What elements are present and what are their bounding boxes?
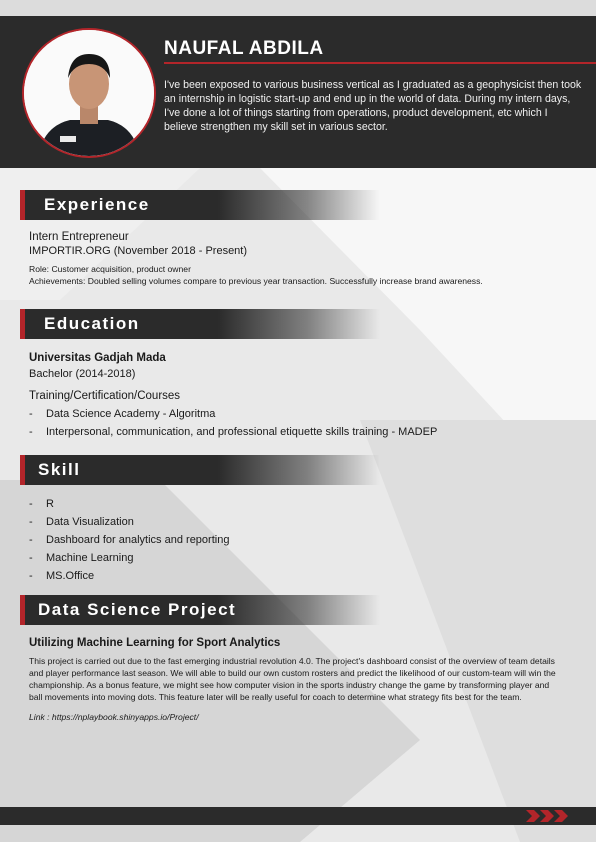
header-top-strip — [0, 0, 596, 16]
skill-list — [29, 495, 579, 585]
section-header-skill — [20, 455, 380, 485]
job-title: Intern Entrepreneur — [29, 231, 129, 243]
degree: Bachelor (2014-2018) — [29, 368, 136, 380]
job-achievements: Achievements: Doubled selling volumes compare to previous year transaction. Successfully increase brand awareness. — [29, 276, 483, 286]
summary-paragraph: I've been exposed to various business vertical as I graduated as a geophysicist then took an internship in logistic start-up and end up in the world of data. During my intern days, I've done a lot of things starting from operations, product development, etc which I believe strengthen my skill set in various sector. — [164, 79, 582, 133]
training-heading: Training/Certification/Courses — [29, 390, 181, 402]
list-item: - Data Visualization — [29, 516, 134, 528]
project-content — [29, 637, 564, 723]
training-list — [29, 405, 579, 441]
education-content — [29, 352, 579, 441]
name-underline — [164, 62, 596, 64]
section-accent — [20, 595, 25, 625]
avatar — [22, 28, 156, 158]
job-company: IMPORTIR.ORG (November 2018 - Present) — [29, 245, 248, 257]
section-accent — [20, 190, 25, 220]
section-accent — [20, 309, 25, 339]
skill-content — [29, 495, 579, 585]
section-title: Data Science Project — [38, 600, 237, 619]
project-title: Utilizing Machine Learning for Sport Analytics — [29, 637, 281, 649]
list-item: - R — [29, 498, 54, 510]
candidate-name: NAUFAL ABDILA — [164, 38, 324, 59]
list-item: - Dashboard for analytics and reporting — [29, 534, 230, 546]
project-description: This project is carried out due to the fast emerging industrial revolution 4.0. The project's dashboard consist of the overview of team details and player performance last season. We will able to build our own custom rosters and predict the likelihood of our custom-team will win the championship. As a bonus feature, we might see how computer vision in the sports industry change the game by transforming player and ball movements into moving dots. This feature later will be really useful for coach to determine what strategy fits best for the team. — [29, 656, 556, 702]
section-accent — [20, 455, 25, 485]
section-header-project — [20, 595, 380, 625]
section-header-experience — [20, 190, 380, 220]
experience-content — [29, 231, 579, 287]
project-link[interactable]: Link : https://nplaybook.shinyapps.io/Project/ — [29, 712, 199, 722]
section-title: Experience — [44, 195, 150, 214]
section-title: Skill — [38, 460, 81, 479]
section-title: Education — [44, 314, 140, 333]
school-name: Universitas Gadjah Mada — [29, 352, 166, 364]
job-role: Role: Customer acquisition, product owner — [29, 264, 191, 274]
list-item: - Data Science Academy - Algoritma — [29, 408, 216, 420]
list-item: - Machine Learning — [29, 552, 134, 564]
chevron-arrows-icon — [524, 807, 574, 825]
list-item: - Interpersonal, communication, and professional etiquette skills training - MADEP — [29, 426, 438, 438]
footer-bar — [0, 807, 596, 825]
section-header-education — [20, 309, 380, 339]
list-item: - MS.Office — [29, 570, 95, 582]
